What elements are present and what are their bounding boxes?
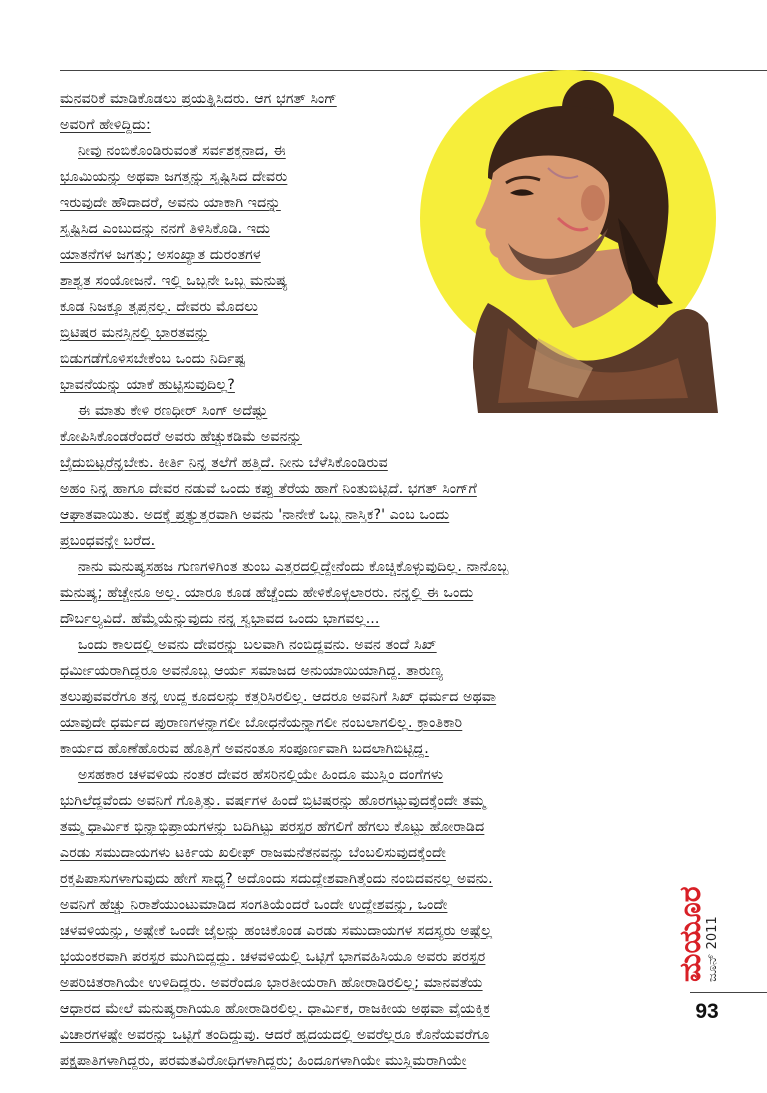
- footer-rule: [690, 992, 767, 993]
- magazine-masthead: [668, 832, 722, 990]
- article-line: ಕೂಡ ನಿಜಕ್ಕೂ ತೃಪ್ತನಲ್ಲ. ದೇವರು ಮೊದಲು: [60, 299, 259, 315]
- article-line: ಭೂಮಿಯನ್ನು ಅಥವಾ ಜಗತ್ತನ್ನು ಸೃಷ್ಟಿಸಿದ ದೇವರು: [60, 169, 288, 185]
- article-line: ಬ್ರಿಟಿಷರ ಮನಸ್ಸಿನಲ್ಲಿ ಭಾರತವನ್ನು: [60, 325, 210, 341]
- article-line: ರಕ್ತಪಿಪಾಸುಗಳಾಗುವುದು ಹೇಗೆ ಸಾಧ್ಯ? ಅದೊಂದು ಸದುದ್ದೇಶವಾಗಿತ್ತೆಂದು ನಂಬಿದವನಲ್ಲ ಅವನು.: [60, 871, 493, 887]
- article-line: ನಾನು ಮನುಷ್ಯಸಹಜ ಗುಣಗಳಿಗಿಂತ ತುಂಬ ಎತ್ತರದಲ್ಲಿದ್ದೇನೆಂದು ಕೊಚ್ಚಿಕೊಳ್ಳುವುದಿಲ್ಲ. ನಾನೊಬ್ಬ: [78, 559, 509, 575]
- article-line: ಯಾವುದೇ ಧರ್ಮದ ಪುರಾಣಗಳನ್ನಾಗಲೀ ಬೋಧನೆಯನ್ನಾಗಲೀ ನಂಬಲಾಗಲಿಲ್ಲ. ಕ್ರಾಂತಿಕಾರಿ: [60, 715, 463, 731]
- article-line: ಮನವರಿಕೆ ಮಾಡಿಕೊಡಲು ಪ್ರಯತ್ನಿಸಿದರು. ಆಗ ಭಗತ್ ಸಿಂಗ್: [60, 91, 337, 107]
- article-line: ಇರುವುದೇ ಹೌದಾದರೆ, ಅವನು ಯಾಕಾಗಿ ಇದನ್ನು: [60, 195, 281, 211]
- article-line: ಎರಡು ಸಮುದಾಯಗಳು ಟರ್ಕಿಯ ಖಲೀಫ್ ರಾಜಮನೆತನವನ್ನು ಬೆಂಬಲಿಸುವುದಕ್ಕೆಂದೇ: [60, 845, 446, 861]
- article-line: ಒಂದು ಕಾಲದಲ್ಲಿ ಅವನು ದೇವರನ್ನು ಬಲವಾಗಿ ನಂಬಿದ್ದವನು. ಅವನ ತಂದೆ ಸಿಖ್: [78, 637, 437, 653]
- article-line: ಪ್ರಬಂಧವನ್ನೇ ಬರೆದ.: [60, 533, 156, 549]
- magazine-name: ಮಯೂರ: [673, 886, 708, 982]
- article-line: ತಲುಪುವವರೆಗೂ ತನ್ನ ಉದ್ದ ಕೂದಲನ್ನು ಕತ್ತರಿಸಿರಲಿಲ್ಲ. ಆದರೂ ಅವನಿಗೆ ಸಿಖ್ ಧರ್ಮದ ಅಥವಾ: [60, 689, 497, 705]
- article-line: ಸೃಷ್ಟಿಸಿದ ಎಂಬುದನ್ನು ನನಗೆ ತಿಳಿಸಿಕೊಡಿ. ಇದು: [60, 221, 270, 237]
- article-line: ಮನುಷ್ಯ; ಹೆಚ್ಚೇನೂ ಅಲ್ಲ. ಯಾರೂ ಕೂಡ ಹೆಚ್ಚೆಂದು ಹೇಳಿಕೊಳ್ಳಲಾರರು. ನನ್ನಲ್ಲಿ ಈ ಒಂದು: [60, 585, 474, 601]
- article-line: ಆಧಾರದ ಮೇಲೆ ಮನುಷ್ಯರಾಗಿಯೂ ಹೋರಾಡಿರಲಿಲ್ಲ. ಧಾರ್ಮಿಕ, ರಾಜಕೀಯ ಅಥವಾ ವೈಯಕ್ತಿಕ: [60, 1001, 490, 1017]
- article-line: ವಿಚಾರಗಳಷ್ಟೇ ಅವರನ್ನು ಒಟ್ಟಿಗೆ ತಂದಿದ್ದುವು. ಆದರೆ ಹೃದಯದಲ್ಲಿ ಅವರೆಲ್ಲರೂ ಕೊನೆಯವರೆಗೂ: [60, 1027, 490, 1043]
- article-line: ನೀವು ನಂಬಿಕೊಂಡಿರುವಂತೆ ಸರ್ವಶಕ್ತನಾದ, ಈ: [78, 143, 286, 159]
- article-line: ಕೋಪಿಸಿಕೊಂಡರೆಂದರೆ ಅವರು ಹೆಚ್ಚುಕಡಿಮೆ ಅವನನ್ನು: [60, 429, 302, 445]
- article-line: ಯಾತನೆಗಳ ಜಗತ್ತು; ಅಸಂಖ್ಯಾತ ದುರಂತಗಳ: [60, 247, 261, 263]
- article-line: ತಮ್ಮ ಧಾರ್ಮಿಕ ಭಿನ್ನಾಭಿಪ್ರಾಯಗಳನ್ನು ಬದಿಗಿಟ್ಟು ಪರಸ್ಪರ ಹೆಗಲಿಗೆ ಹೆಗಲು ಕೊಟ್ಟು ಹೋರಾಡಿದ: [60, 819, 485, 835]
- article-line: ಅವರಿಗೆ ಹೇಳಿದ್ದಿದು:: [60, 117, 151, 133]
- article-line: ಪಕ್ಷಪಾತಿಗಳಾಗಿದ್ದರು, ಪರಮತವಿರೋಧಿಗಳಾಗಿದ್ದರು; ಹಿಂದೂಗಳಾಗಿಯೇ ಮುಸ್ಲಿಮರಾಗಿಯೇ: [60, 1053, 467, 1069]
- article-line: ಬಿಡುಗಡೆಗೊಳಿಸಬೇಕೆಂಬ ಒಂದು ನಿರ್ದಿಷ್ಟ: [60, 351, 246, 367]
- article-line: ಆಘಾತವಾಯಿತು. ಅದಕ್ಕೆ ಪ್ರತ್ಯುತ್ತರವಾಗಿ ಅವನು 'ನಾನೇಕೆ ಒಬ್ಬ ನಾಸ್ತಿಕ?' ಎಂಬ ಒಂದು: [60, 507, 450, 523]
- article-line: ಭುಗಿಲೆದ್ದವೆಂದು ಅವನಿಗೆ ಗೊತ್ತಿತ್ತು. ವರ್ಷಗಳ ಹಿಂದೆ ಬ್ರಿಟಿಷರನ್ನು ಹೊರಗಟ್ಟುವುದಕ್ಕೆಂದೇ ತಮ್ಮ: [60, 793, 486, 809]
- article-line: ಕಾರ್ಯದ ಹೊಣೆಹೊರುವ ಹೊತ್ತಿಗೆ ಅವನಂತೂ ಸಂಪೂರ್ಣವಾಗಿ ಬದಲಾಗಿಬಿಟ್ಟಿದ್ದ.: [60, 741, 429, 757]
- article-line: ಅಹಂ ನಿನ್ನ ಹಾಗೂ ದೇವರ ನಡುವೆ ಒಂದು ಕಪ್ಪು ತೆರೆಯ ಹಾಗೆ ನಿಂತುಬಿಟ್ಟಿದೆ. ಭಗತ್ ಸಿಂಗ್‌ಗೆ: [60, 481, 477, 497]
- issue-date: ಜೂನ್ 2011: [705, 916, 720, 982]
- article-line: ಈ ಮಾತು ಕೇಳಿ ರಣಧೀರ್ ಸಿಂಗ್ ಅದೆಷ್ಟು: [78, 403, 268, 419]
- page-number: 93: [695, 1000, 719, 1023]
- article-line: ಅಸಹಕಾರ ಚಳವಳಿಯ ನಂತರ ದೇವರ ಹೆಸರಿನಲ್ಲಿಯೇ ಹಿಂದೂ ಮುಸ್ಲಿಂ ದಂಗೆಗಳು: [78, 767, 444, 783]
- article-line: ಶಾಶ್ವತ ಸಂಯೋಜನೆ. ಇಲ್ಲಿ ಒಬ್ಬನೇ ಒಬ್ಬ ಮನುಷ್ಯ: [60, 273, 288, 289]
- article-line: ಧರ್ಮೀಯರಾಗಿದ್ದರೂ ಅವನೊಬ್ಬ ಆರ್ಯ ಸಮಾಜದ ಅನುಯಾಯಿಯಾಗಿದ್ದ. ತಾರುಣ್ಯ: [60, 663, 444, 679]
- article-line: ಅಪರಿಚಿತರಾಗಿಯೇ ಉಳಿದಿದ್ದರು. ಅವರೆಂದೂ ಭಾರತೀಯರಾಗಿ ಹೋರಾಡಿರಲಿಲ್ಲ; ಮಾನವತೆಯ: [60, 975, 483, 991]
- article-line: ಭಯಂಕರವಾಗಿ ಪರಸ್ಪರ ಮುಗಿಬಿದ್ದದ್ದು. ಚಳವಳಿಯಲ್ಲಿ ಒಟ್ಟಿಗೆ ಭಾಗವಹಿಸಿಯೂ ಅವರು ಪರಸ್ಪರ: [60, 949, 486, 965]
- article-line: ಚಳವಳಿಯನ್ನು, ಅಷ್ಟೇಕೆ ಒಂದೇ ಜೈಲನ್ನು ಹಂಚಿಕೊಂಡ ಎರಡು ಸಮುದಾಯಗಳ ಸದಸ್ಯರು ಅಷ್ಟೆಲ್ಲ: [60, 923, 493, 939]
- article-line: ಬೈದುಬಿಟ್ಟರೆನ್ನಬೇಕು. ಕೀರ್ತಿ ನಿನ್ನ ತಲೆಗೆ ಹತ್ತಿದೆ. ನೀನು ಬೆಳೆಸಿಕೊಂಡಿರುವ: [60, 455, 388, 471]
- article-line: ದೌರ್ಬಲ್ಯವಿದೆ. ಹೆಮ್ಮೆಯೆನ್ನುವುದು ನನ್ನ ಸ್ವಭಾವದ ಒಂದು ಭಾಗವಲ್ಲ...: [60, 611, 380, 627]
- article-line: ಅವನಿಗೆ ಹೆಚ್ಚು ನಿರಾಶೆಯುಂಟುಮಾಡಿದ ಸಂಗತಿಯೆಂದರೆ ಒಂದೇ ಉದ್ದೇಶವನ್ನು, ಒಂದೇ: [60, 897, 448, 913]
- bhagat-singh-portrait-illustration: [418, 68, 718, 413]
- article-line: ಭಾವನೆಯನ್ನು ಯಾಕೆ ಹುಟ್ಟಿಸುವುದಿಲ್ಲ?: [60, 377, 235, 393]
